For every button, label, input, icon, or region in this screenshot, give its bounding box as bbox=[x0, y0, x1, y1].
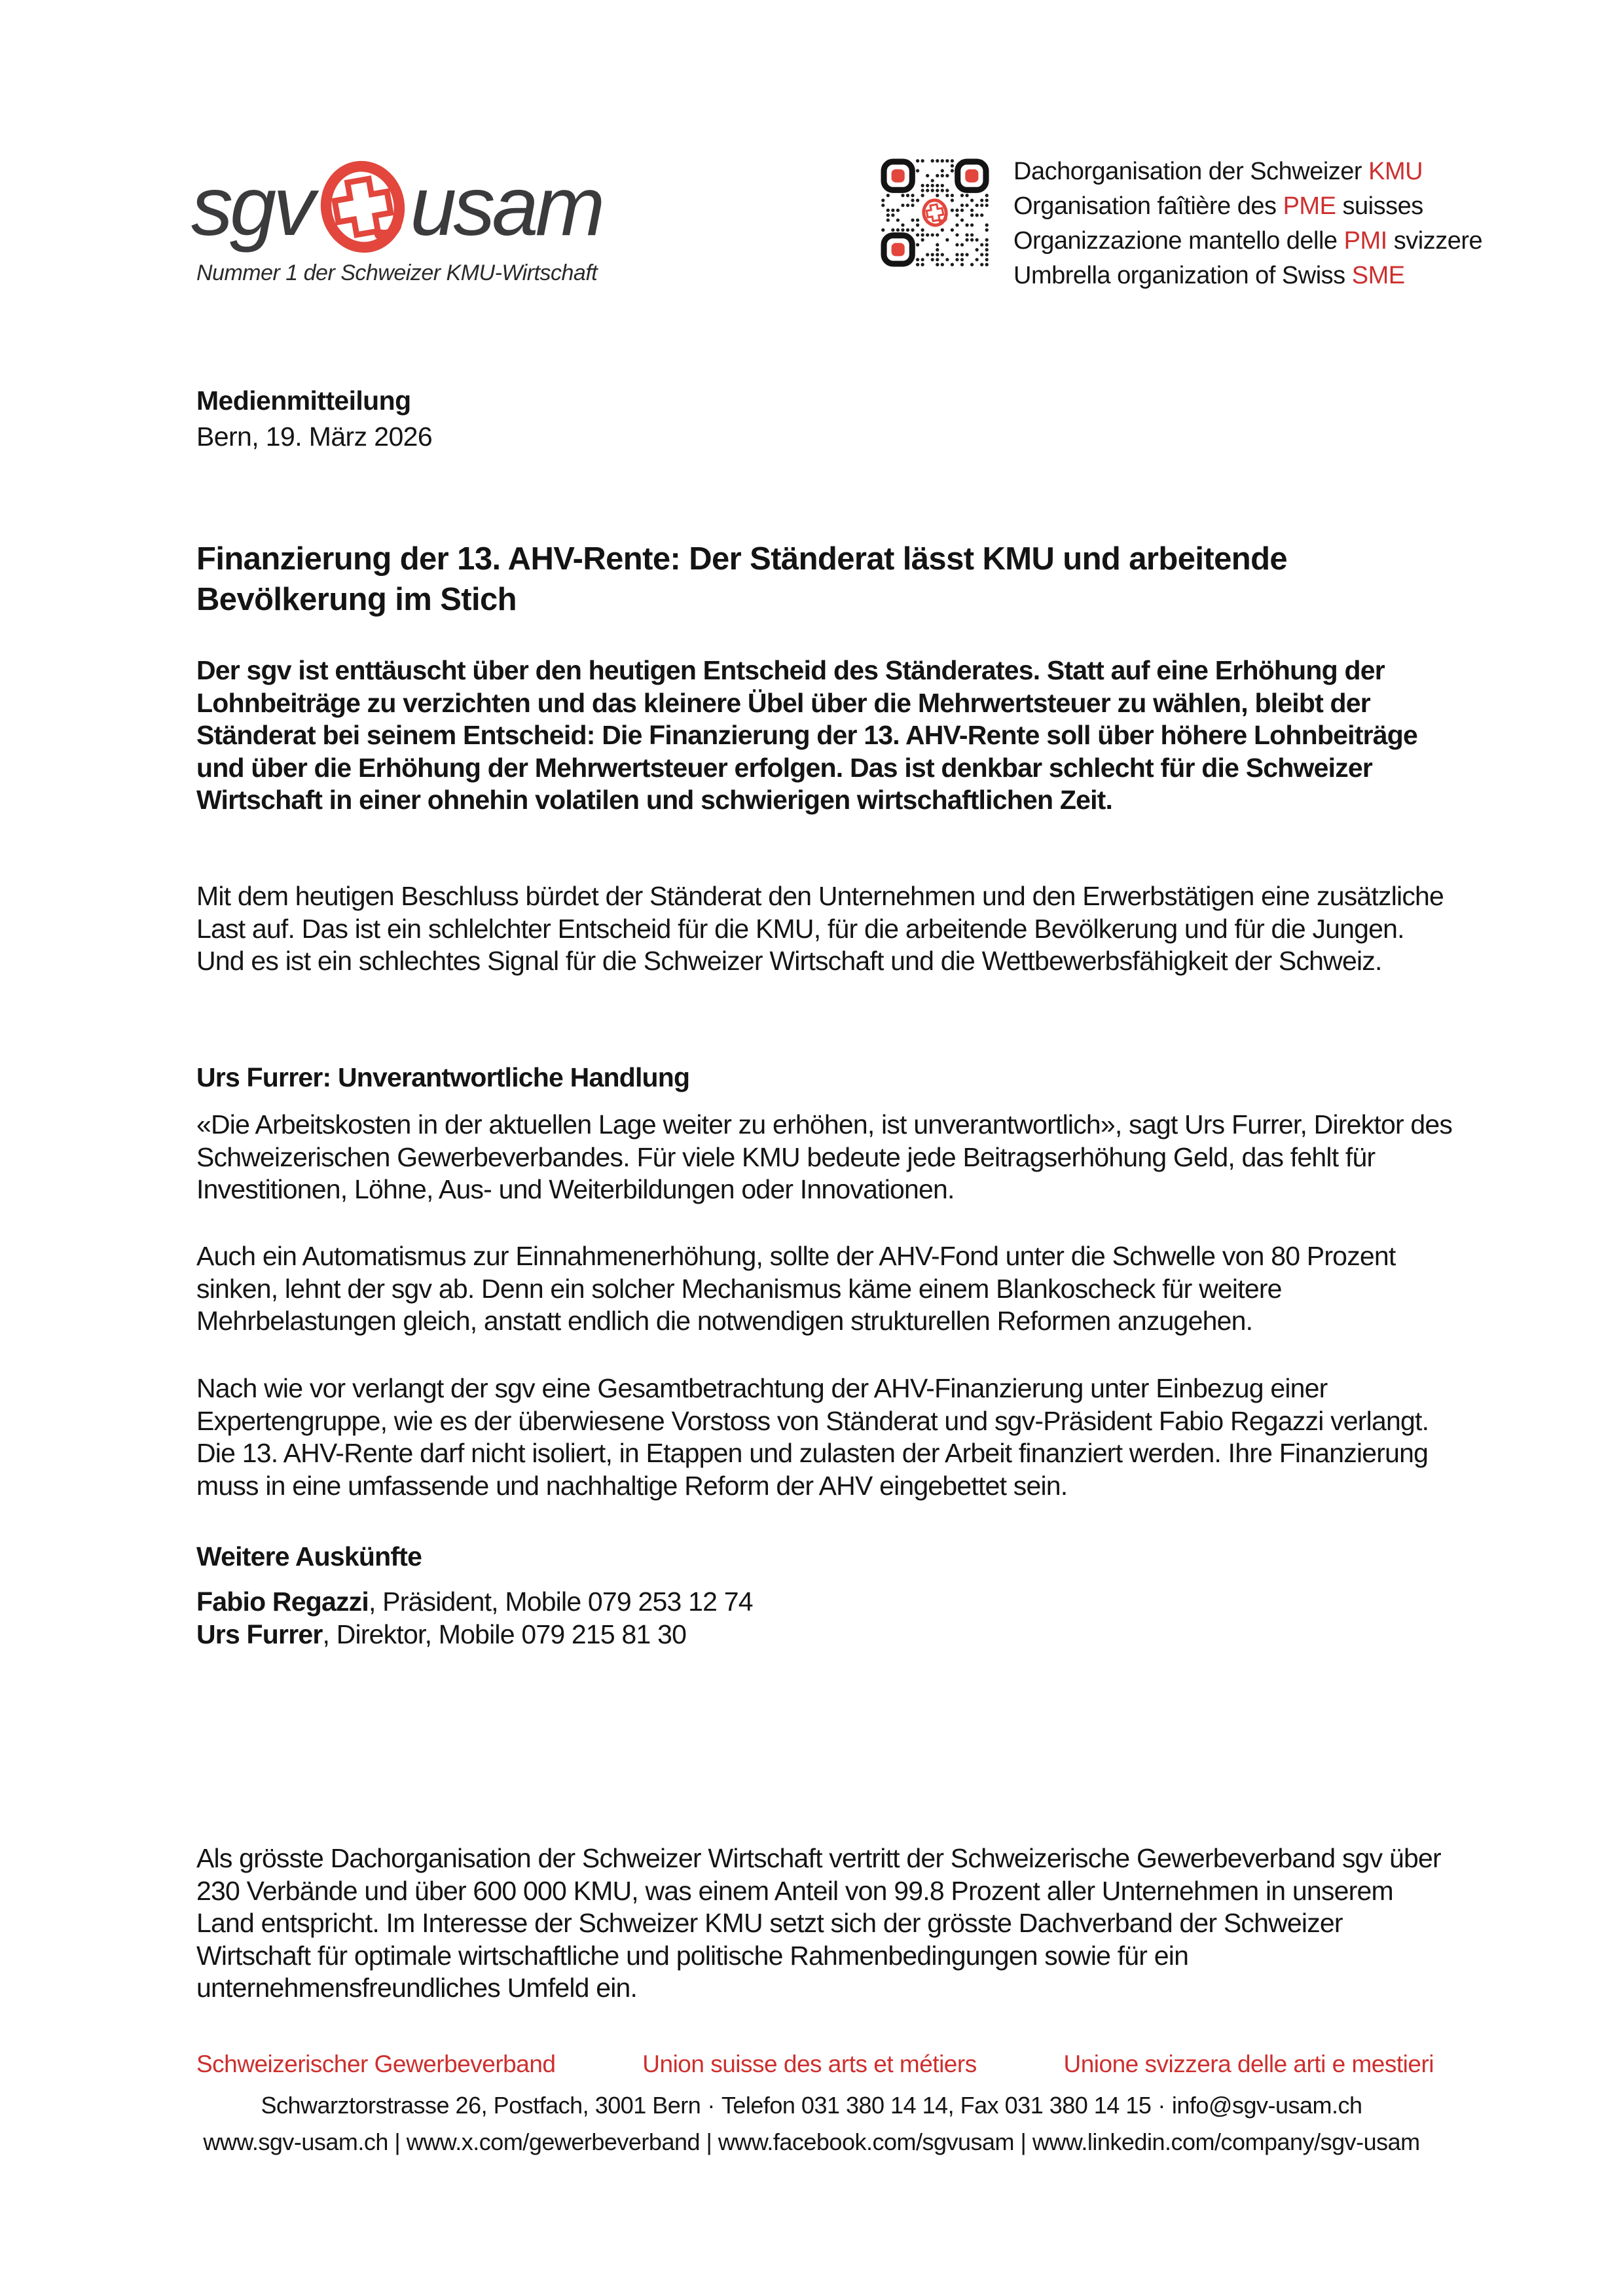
footer-org-fr: Union suisse des arts et métiers bbox=[642, 2051, 977, 2077]
footer-org-names bbox=[196, 2051, 1434, 2078]
org-line-en-text: Umbrella organization of Swiss bbox=[1013, 262, 1352, 289]
lead-paragraph: Der sgv ist enttäuscht über den heutigen Entscheid des Ständerates. Statt auf eine Erhöhung der Lohnbeiträge zu verzichten und das kleinere Übel über die Mehrwertsteuer zu wählen, bleibt der Ständerat bei seinem Entscheid: Die Finanzierung der 13. AHV-Rente soll über höhere Lohnbeiträge und über die Erhöhung der Mehrwertsteuer erfolgen. Das ist denkbar schlecht für die Schweizer Wirtschaft in einer ohnehin volatilen und schwierigen wirtschaftlichen Zeit. bbox=[196, 655, 1418, 815]
organization-descriptions bbox=[1013, 154, 1482, 293]
contact-row-director bbox=[196, 1618, 1453, 1651]
org-line-fr-text: Organisation faîtière des bbox=[1013, 192, 1283, 220]
org-line-de-highlight: KMU bbox=[1368, 158, 1423, 185]
sgv-usam-logo bbox=[191, 157, 602, 286]
org-line-fr-highlight: PME bbox=[1283, 192, 1336, 220]
org-line-en-highlight: SME bbox=[1351, 262, 1405, 289]
contact-details: , Präsident, Mobile 079 253 12 74 bbox=[368, 1587, 753, 1617]
logo-text-usam: usam bbox=[410, 160, 602, 253]
contact-name: Urs Furrer bbox=[196, 1619, 323, 1649]
logo-tagline: Nummer 1 der Schweizer KMU-Wirtschaft bbox=[196, 260, 598, 285]
org-line-it-highlight: PMI bbox=[1343, 227, 1387, 255]
paragraph-gesamtbetrachtung: Nach wie vor verlangt der sgv eine Gesamtbetrachtung der AHV-Finanzierung unter Einbezug einer Expertengruppe, wie es der überwiesene Vorstoss von Ständerat und sgv-Präsident Fabio Regazzi verlangt. Die 13. AHV-Rente darf nicht isoliert, in Etappen und zulasten der Arbeit finanziert werden. Ihre Finanzierung muss in eine umfassende und nachhaltige Reform der AHV eingebettet sein. bbox=[196, 1373, 1429, 1501]
contact-name: Fabio Regazzi bbox=[196, 1587, 369, 1617]
footer-phone-fax: Telefon 031 380 14 14, Fax 031 380 14 15 bbox=[721, 2092, 1152, 2119]
logo-text-sgv: sgv bbox=[191, 160, 312, 253]
footer-web-links[interactable]: www.sgv-usam.ch | www.x.com/gewerbeverband | www.facebook.com/sgvusam | www.linkedin.com/company/sgv-usam bbox=[203, 2128, 1420, 2155]
footer-org-de: Schweizerischer Gewerbeverband bbox=[196, 2051, 556, 2077]
contact-details: , Direktor, Mobile 079 215 81 30 bbox=[322, 1619, 687, 1649]
paragraph-beschluss: Mit dem heutigen Beschluss bürdet der Ständerat den Unternehmen und den Erwerbstätigen eine zusätzliche Last auf. Das ist ein schlelchter Entscheid für die KMU, für die arbeitende Bevölkerung und für die Jungen. Und es ist ein schlechtes Signal für die Schweizer Wirtschaft und die Wettbewerbsfähigkeit der Schweiz. bbox=[196, 881, 1444, 976]
contact-row-president bbox=[196, 1585, 1453, 1618]
qr-code-icon bbox=[881, 158, 989, 267]
org-line-fr-suffix: suisses bbox=[1336, 192, 1423, 220]
sgv-swiss-cross-circle-icon bbox=[313, 157, 412, 257]
dateline: Bern, 19. März 2026 bbox=[196, 422, 433, 452]
document-meta bbox=[196, 383, 432, 455]
logo-wordmark bbox=[191, 157, 602, 257]
footer-address-line bbox=[0, 2092, 1623, 2119]
qr-center-sgv-mark bbox=[922, 198, 948, 227]
footer-separator-dot: · bbox=[1158, 2092, 1165, 2119]
org-line-fr bbox=[1013, 189, 1482, 224]
org-line-it-text: Organizzazione mantello delle bbox=[1013, 227, 1344, 255]
paragraph-automatismus: Auch ein Automatismus zur Einnahmenerhöhung, sollte der AHV-Fond unter die Schwelle von 80 Prozent sinken, lehnt der sgv ab. Denn ein solcher Mechanismus käme einem Blankoscheck für weitere Mehrbelastungen gleich, anstatt endlich die notwendigen strukturellen Reformen anzugehen. bbox=[196, 1241, 1396, 1336]
footer-org-it: Unione svizzera delle arti e mestieri bbox=[1063, 2051, 1434, 2077]
org-line-en bbox=[1013, 259, 1482, 293]
subheading-weitere-auskuenfte: Weitere Auskünfte bbox=[196, 1541, 422, 1571]
org-line-it-suffix: svizzere bbox=[1387, 227, 1483, 255]
org-line-de-text: Dachorganisation der Schweizer bbox=[1013, 158, 1369, 185]
contact-list bbox=[196, 1585, 1453, 1651]
footer-street-address: Schwarztorstrasse 26, Postfach, 3001 Bern bbox=[261, 2092, 701, 2119]
document-type-label: Medienmitteilung bbox=[196, 386, 411, 416]
footer-separator-dot: · bbox=[707, 2092, 715, 2119]
footer-email-link[interactable]: info@sgv-usam.ch bbox=[1171, 2092, 1362, 2119]
boilerplate-paragraph: Als grösste Dachorganisation der Schweizer Wirtschaft vertritt der Schweizerische Gewerbeverband sgv über 230 Verbände und über 600 000 KMU, was einem Anteil von 99.8 Prozent aller Unternehmen in unserem Land entspricht. Im Interesse der Schweizer KMU setzt sich der grösste Dachverband der Schweizer Wirtschaft für optimale wirtschaftliche und politische Rahmenbedingungen sowie für ein unternehmensfreundliches Umfeld ein. bbox=[196, 1843, 1441, 2003]
subheading-urs-furrer: Urs Furrer: Unverantwortliche Handlung bbox=[196, 1062, 690, 1092]
page-title: Finanzierung der 13. AHV-Rente: Der Ständerat lässt KMU und arbeitende Bevölkerung im Stich bbox=[196, 541, 1288, 617]
org-line-it bbox=[1013, 224, 1482, 259]
paragraph-quote: «Die Arbeitskosten in der aktuellen Lage weiter zu erhöhen, ist unverantwortlich», sagt Urs Furrer, Direktor des Schweizerischen Gewerbeverbandes. Für viele KMU bedeute jede Beitragserhöhung Geld, das fehlt für Investitionen, Löhne, Aus- und Weiterbildungen oder Innovationen. bbox=[196, 1109, 1453, 1204]
org-line-de bbox=[1013, 154, 1482, 189]
